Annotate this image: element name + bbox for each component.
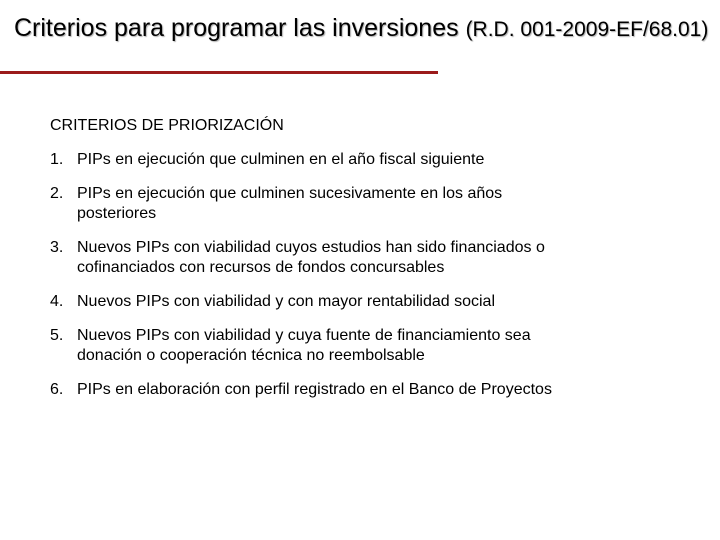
criteria-section xyxy=(50,116,570,414)
title-underline-rule xyxy=(0,71,438,74)
slide-title-reference: (R.D. 001-2009-EF/68.01) xyxy=(465,18,709,41)
criteria-item-number: 2. xyxy=(50,185,64,202)
criteria-heading: CRITERIOS DE PRIORIZACIÓN xyxy=(50,117,284,134)
criteria-item-text: PIPs en elaboración con perfil registrado en el Banco de Proyectos xyxy=(77,381,552,398)
criteria-item-2 xyxy=(50,184,570,224)
criteria-item-5 xyxy=(50,326,570,366)
slide-title-main: Criterios para programar las inversiones xyxy=(14,14,466,42)
criteria-item-text: Nuevos PIPs con viabilidad y cuya fuente de financiamiento sea donación o cooperación técnica no reembolsable xyxy=(77,327,531,364)
criteria-item-number: 5. xyxy=(50,327,64,344)
criteria-item-text: PIPs en ejecución que culminen sucesivamente en los años posteriores xyxy=(77,185,503,222)
criteria-list xyxy=(50,150,570,400)
criteria-item-number: 3. xyxy=(50,239,64,256)
criteria-item-text: Nuevos PIPs con viabilidad y con mayor rentabilidad social xyxy=(77,293,495,310)
criteria-item-6 xyxy=(50,380,570,400)
criteria-item-number: 1. xyxy=(50,151,64,168)
criteria-item-number: 4. xyxy=(50,293,64,310)
criteria-item-3 xyxy=(50,238,570,278)
criteria-item-1 xyxy=(50,150,570,170)
criteria-item-number: 6. xyxy=(50,381,64,398)
criteria-item-text: Nuevos PIPs con viabilidad cuyos estudios han sido financiados o cofinanciados con recursos de fondos concursables xyxy=(77,239,545,276)
criteria-item-text: PIPs en ejecución que culminen en el año fiscal siguiente xyxy=(77,151,485,168)
slide-title xyxy=(14,8,714,47)
criteria-item-4 xyxy=(50,292,570,312)
